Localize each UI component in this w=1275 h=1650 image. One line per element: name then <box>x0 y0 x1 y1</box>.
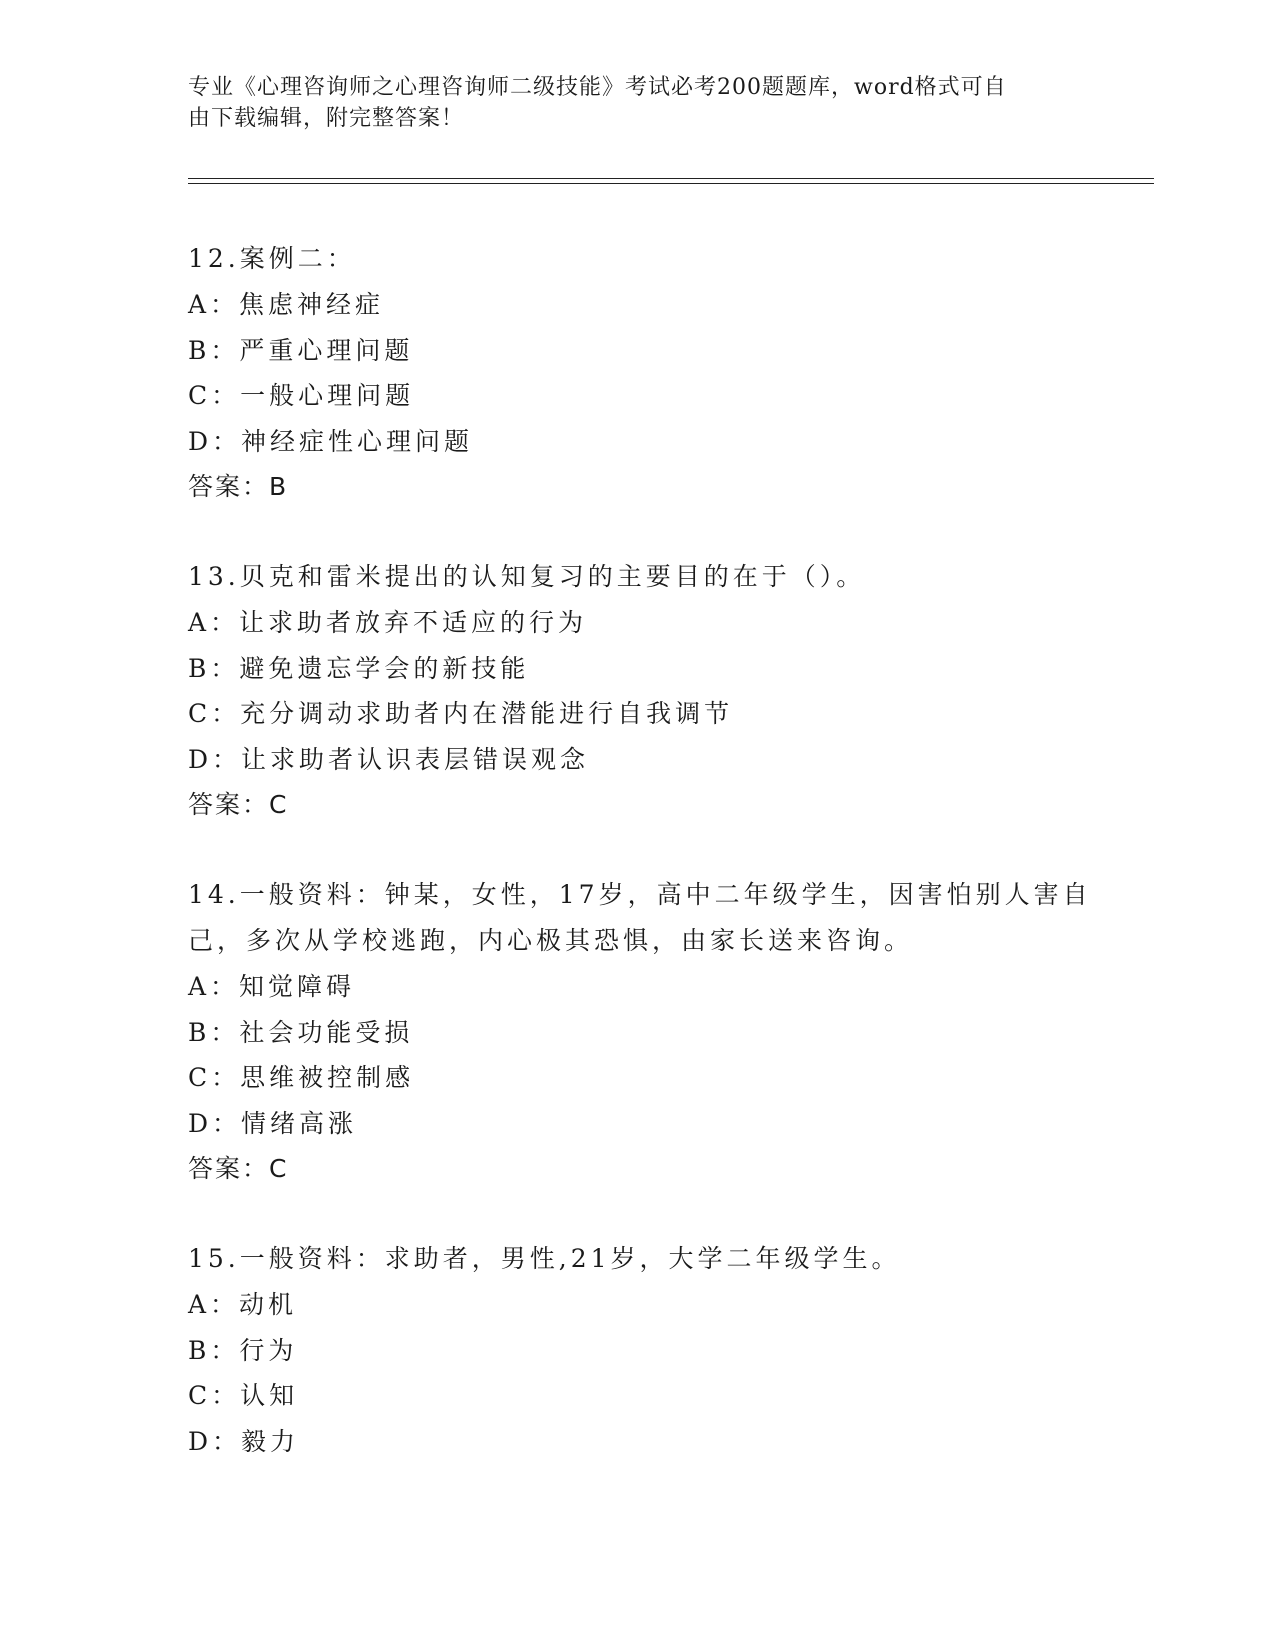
answer-line: 答案：B <box>188 472 289 501</box>
option-a: A：知觉障碍 <box>188 972 356 1001</box>
option-b: B：行为 <box>188 1335 298 1365</box>
option-d: D：让求助者认识表层错误观念 <box>188 744 590 774</box>
question-15 <box>188 1236 1108 1464</box>
question-13 <box>188 554 1108 828</box>
header-line-1: 专业《心理咨询师之心理咨询师二级技能》考试必考200题题库，word格式可自 <box>188 75 1007 100</box>
header-divider-top <box>188 178 1154 179</box>
answer-line: 答案：C <box>188 1154 289 1183</box>
question-12 <box>188 236 1108 510</box>
header-divider-bottom <box>188 183 1154 184</box>
option-b: B：社会功能受损 <box>188 1017 414 1047</box>
question-list <box>188 236 1108 1508</box>
option-c: C：充分调动求助者内在潜能进行自我调节 <box>188 699 734 728</box>
answer-line: 答案：C <box>188 790 289 819</box>
option-b: B：严重心理问题 <box>188 335 414 365</box>
document-header <box>188 72 1088 134</box>
question-stem: 13.贝克和雷米提出的认知复习的主要目的在于（）。 <box>188 562 866 591</box>
question-stem-line-1: 14.一般资料：钟某，女性，17岁，高中二年级学生，因害怕别人害自 <box>188 880 1092 909</box>
option-b: B：避免遗忘学会的新技能 <box>188 653 530 683</box>
option-a: A：让求助者放弃不适应的行为 <box>188 608 588 637</box>
question-14 <box>188 872 1108 1192</box>
option-d: D：毅力 <box>188 1426 300 1456</box>
question-stem: 15.一般资料：求助者，男性,21岁，大学二年级学生。 <box>188 1244 901 1273</box>
question-stem-line-2: 己，多次从学校逃跑，内心极其恐惧，由家长送来咨询。 <box>188 926 914 955</box>
option-a: A：焦虑神经症 <box>188 290 385 319</box>
header-line-2: 由下载编辑，附完整答案！ <box>188 106 465 131</box>
option-c: C：认知 <box>188 1381 299 1410</box>
option-d: D：神经症性心理问题 <box>188 426 474 456</box>
option-d: D：情绪高涨 <box>188 1108 358 1138</box>
option-a: A：动机 <box>188 1290 298 1319</box>
option-c: C：一般心理问题 <box>188 381 415 410</box>
option-c: C：思维被控制感 <box>188 1063 415 1092</box>
question-stem: 12.案例二： <box>188 244 356 273</box>
